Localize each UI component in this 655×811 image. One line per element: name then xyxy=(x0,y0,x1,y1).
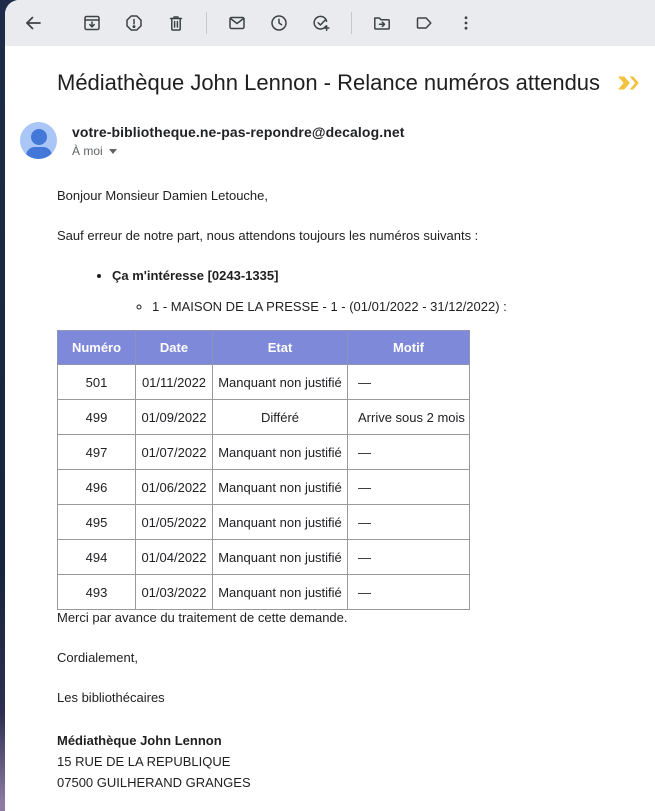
recipient-dropdown[interactable] xyxy=(72,144,117,158)
signature-name: Médiathèque John Lennon xyxy=(57,733,222,748)
important-marker-icon xyxy=(617,75,641,97)
table-cell: 01/06/2022 xyxy=(136,470,213,505)
table-cell: — xyxy=(348,470,470,505)
table-cell: — xyxy=(348,575,470,610)
table-row xyxy=(58,400,470,435)
table-cell: Manquant non justifié xyxy=(213,505,348,540)
signature-block xyxy=(57,730,635,793)
move-to-icon[interactable] xyxy=(368,9,396,37)
subscription-item xyxy=(112,268,635,314)
table-cell: Manquant non justifié xyxy=(213,470,348,505)
table-cell: Manquant non justifié xyxy=(213,540,348,575)
table-cell: Manquant non justifié xyxy=(213,435,348,470)
table-cell: — xyxy=(348,435,470,470)
email-subject: Médiathèque John Lennon - Relance numéros attendus xyxy=(57,70,601,95)
table-cell: 01/09/2022 xyxy=(136,400,213,435)
greeting-text: Bonjour Monsieur Damien Letouche, xyxy=(57,188,269,203)
avatar-person-icon xyxy=(31,129,47,145)
issue-line: ◦ 1 - MAISON DE LA PRESSE - 1 - (01/01/2022 - 31/12/2022) : xyxy=(152,299,635,314)
table-cell: 496 xyxy=(58,470,136,505)
table-cell: Manquant non justifié xyxy=(213,365,348,400)
column-header-etat: Etat xyxy=(213,331,348,365)
avatar-person-icon xyxy=(26,147,52,159)
column-header-date: Date xyxy=(136,331,213,365)
table-cell: Différé xyxy=(213,400,348,435)
toolbar-divider xyxy=(206,12,207,34)
signature-address-1: 15 RUE DE LA REPUBLIQUE xyxy=(57,754,231,769)
label-icon[interactable] xyxy=(410,9,438,37)
closing-team: Les bibliothécaires xyxy=(57,690,165,705)
table-cell: 497 xyxy=(58,435,136,470)
delete-icon[interactable] xyxy=(162,9,190,37)
table-cell: 01/04/2022 xyxy=(136,540,213,575)
sender-avatar[interactable] xyxy=(20,122,57,159)
table-cell: 494 xyxy=(58,540,136,575)
email-toolbar xyxy=(5,0,655,46)
table-cell: — xyxy=(348,505,470,540)
table-cell: — xyxy=(348,540,470,575)
intro-text: Sauf erreur de notre part, nous attendons toujours les numéros suivants : xyxy=(57,228,479,243)
more-options-icon[interactable] xyxy=(452,9,480,37)
table-header-row xyxy=(58,331,470,365)
window-left-edge xyxy=(0,0,5,811)
column-header-motif: Motif xyxy=(348,331,470,365)
table-cell: — xyxy=(348,365,470,400)
column-header-numero: Numéro xyxy=(58,331,136,365)
table-row xyxy=(58,435,470,470)
back-arrow-icon[interactable] xyxy=(19,9,47,37)
table-cell: 493 xyxy=(58,575,136,610)
toolbar-divider xyxy=(351,12,352,34)
signature-address-2: 07500 GUILHERAND GRANGES xyxy=(57,775,251,790)
table-cell: 501 xyxy=(58,365,136,400)
snooze-icon[interactable] xyxy=(265,9,293,37)
add-to-tasks-icon[interactable] xyxy=(307,9,335,37)
mail-window xyxy=(5,0,655,811)
chevron-down-icon xyxy=(109,149,117,154)
closing-regards: Cordialement, xyxy=(57,650,138,665)
table-row xyxy=(58,575,470,610)
sender-email: votre-bibliotheque.ne-pas-repondre@decalog.net xyxy=(72,124,405,140)
report-spam-icon[interactable] xyxy=(120,9,148,37)
table-cell: Arrive sous 2 mois xyxy=(348,400,470,435)
table-cell: 01/11/2022 xyxy=(136,365,213,400)
table-cell: 01/03/2022 xyxy=(136,575,213,610)
recipient-label: À moi xyxy=(72,144,103,158)
table-cell: 495 xyxy=(58,505,136,540)
table-row xyxy=(58,470,470,505)
archive-icon[interactable] xyxy=(78,9,106,37)
closing-thanks: Merci par avance du traitement de cette demande. xyxy=(57,610,348,625)
table-row xyxy=(58,365,470,400)
issues-table xyxy=(57,330,470,610)
table-cell: 499 xyxy=(58,400,136,435)
email-body xyxy=(57,188,635,793)
table-cell: Manquant non justifié xyxy=(213,575,348,610)
table-cell: 01/05/2022 xyxy=(136,505,213,540)
subscription-title: Ça m'intéresse [0243-1335] xyxy=(112,268,279,283)
table-row xyxy=(58,540,470,575)
table-cell: 01/07/2022 xyxy=(136,435,213,470)
table-row xyxy=(58,505,470,540)
mark-unread-icon[interactable] xyxy=(223,9,251,37)
